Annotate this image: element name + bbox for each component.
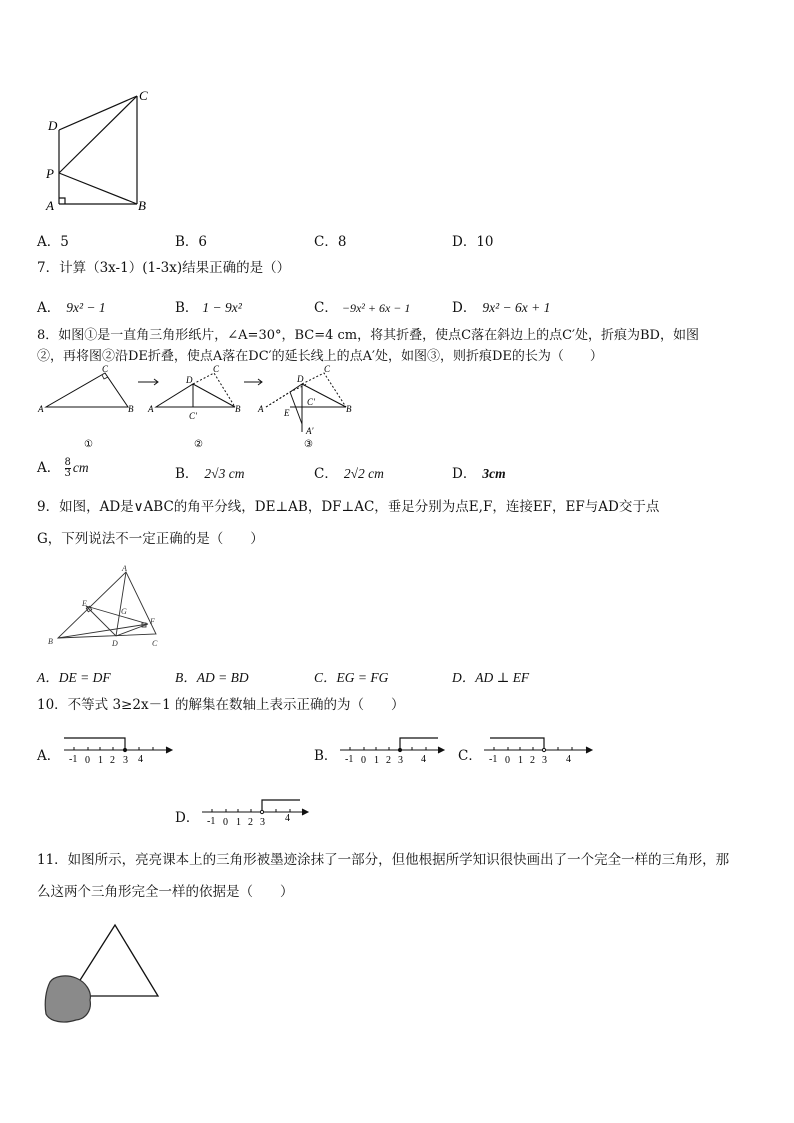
q8-c-expr: 2√2 cm bbox=[343, 466, 384, 481]
svg-text:4: 4 bbox=[566, 754, 571, 765]
q7-stem: 7．计算（3x-1）(1-3x)结果正确的是（） bbox=[37, 260, 291, 276]
q9-figure bbox=[44, 562, 170, 654]
q10-option-c-label[interactable]: C． bbox=[458, 748, 482, 764]
q7-b-expr: 1 − 9x² bbox=[202, 300, 242, 315]
svg-text:B: B bbox=[235, 404, 241, 414]
svg-text:-1: -1 bbox=[489, 754, 498, 765]
svg-text:B: B bbox=[346, 404, 352, 414]
q7-option-c[interactable]: C． −9x² + 6x − 1 bbox=[314, 300, 411, 316]
svg-text:2: 2 bbox=[530, 755, 535, 766]
label-P: P bbox=[46, 166, 54, 181]
q10-stem: 10．不等式 3≥2x－1 的解集在数轴上表示正确的为（ ） bbox=[37, 697, 405, 713]
q7-a-expr: 9x² − 1 bbox=[66, 300, 106, 315]
svg-text:C: C bbox=[152, 639, 158, 648]
q7-option-b[interactable]: B． 1 − 9x² bbox=[175, 300, 242, 316]
q8-fig-caption-1: ① bbox=[84, 439, 93, 450]
q10-option-d-label[interactable]: D． bbox=[175, 810, 200, 826]
q8-option-c[interactable]: C． 2√2 cm bbox=[314, 466, 384, 482]
q10-option-b-numberline[interactable] bbox=[336, 734, 456, 766]
q6-option-a[interactable]: A．5 bbox=[37, 234, 69, 250]
q6-option-b[interactable]: B．6 bbox=[175, 234, 208, 250]
q10-option-d-numberline[interactable] bbox=[198, 796, 318, 828]
svg-text:0: 0 bbox=[361, 755, 366, 766]
svg-text:C: C bbox=[213, 364, 220, 374]
label-A: A bbox=[46, 198, 54, 213]
svg-text:C′: C′ bbox=[307, 397, 315, 407]
svg-text:A′: A′ bbox=[306, 426, 314, 436]
svg-text:2: 2 bbox=[248, 817, 253, 828]
q9-line-2: G，下列说法不一定正确的是（ ） bbox=[37, 531, 264, 547]
svg-text:4: 4 bbox=[285, 813, 290, 824]
svg-text:3: 3 bbox=[260, 817, 265, 828]
svg-text:E: E bbox=[82, 599, 87, 608]
svg-text:1: 1 bbox=[98, 755, 103, 766]
svg-text:D: D bbox=[112, 639, 118, 648]
q8-b-expr: 2√3 cm bbox=[204, 466, 245, 481]
q7-d-expr: 9x² − 6x + 1 bbox=[482, 300, 551, 315]
svg-text:A: A bbox=[148, 404, 154, 414]
svg-text:3: 3 bbox=[542, 755, 547, 766]
q10-option-a-numberline[interactable] bbox=[60, 734, 180, 766]
label-D: D bbox=[48, 118, 58, 133]
q9-option-b[interactable]: B．AD = BD bbox=[175, 670, 249, 685]
label-B: B bbox=[138, 198, 146, 213]
q8-fig-caption-2: ② bbox=[194, 439, 203, 450]
svg-text:4: 4 bbox=[421, 754, 426, 765]
q8-line-1: 8．如图①是一直角三角形纸片，∠A=30°，BC=4 cm，将其折叠，使点C落在斜边上的点C′处，折痕为BD，如图 bbox=[37, 328, 699, 343]
svg-text:B: B bbox=[128, 404, 134, 414]
svg-text:0: 0 bbox=[223, 817, 228, 828]
svg-text:3: 3 bbox=[398, 755, 403, 766]
q10-option-a-label[interactable]: A． bbox=[37, 748, 61, 764]
svg-text:A: A bbox=[122, 564, 127, 573]
svg-text:2: 2 bbox=[386, 755, 391, 766]
svg-text:G: G bbox=[121, 607, 127, 616]
q11-line-2: 么这两个三角形完全一样的依据是（ ） bbox=[37, 884, 294, 900]
q7-option-a[interactable]: A． 9x² − 1 bbox=[37, 300, 106, 316]
q10-option-b-label[interactable]: B． bbox=[314, 748, 338, 764]
q8-a-fraction: $\frac{8}{3}$ bbox=[64, 457, 71, 479]
svg-text:0: 0 bbox=[505, 755, 510, 766]
q11-line-1: 11．如图所示，亮亮课本上的三角形被墨迹涂抹了一部分，但他根据所学知识很快画出了一个完全一样的三角形，那 bbox=[37, 852, 730, 868]
q6-option-d[interactable]: D．10 bbox=[452, 234, 494, 250]
q6-figure bbox=[40, 84, 160, 216]
svg-text:-1: -1 bbox=[69, 754, 78, 765]
svg-text:C: C bbox=[324, 364, 331, 374]
q9-option-a[interactable]: A．DE = DF bbox=[37, 670, 111, 685]
svg-text:0: 0 bbox=[85, 755, 90, 766]
q11-figure bbox=[40, 920, 164, 1028]
svg-text:F: F bbox=[150, 617, 155, 626]
svg-text:1: 1 bbox=[236, 817, 241, 828]
q8-d-expr: 3cm bbox=[482, 466, 506, 481]
svg-text:2: 2 bbox=[110, 755, 115, 766]
q7-c-expr: −9x² + 6x − 1 bbox=[341, 301, 411, 315]
q9-option-d[interactable]: D．AD ⊥ EF bbox=[452, 670, 530, 685]
q6-option-c[interactable]: C．8 bbox=[314, 234, 347, 250]
q8-option-a[interactable]: A． $\frac{8}{3}$ cm bbox=[37, 457, 89, 479]
svg-text:4: 4 bbox=[138, 754, 143, 765]
q8-option-b[interactable]: B． 2√3 cm bbox=[175, 466, 245, 482]
svg-text:D: D bbox=[297, 374, 304, 384]
svg-text:E: E bbox=[284, 408, 290, 418]
ink-blot bbox=[45, 976, 90, 1022]
svg-text:B: B bbox=[48, 637, 53, 646]
label-C: C bbox=[139, 88, 148, 103]
svg-text:A: A bbox=[38, 404, 44, 414]
svg-text:C: C bbox=[102, 364, 109, 374]
svg-text:C′: C′ bbox=[189, 411, 197, 421]
svg-text:-1: -1 bbox=[207, 816, 216, 827]
svg-text:D: D bbox=[186, 375, 193, 385]
q8-line-2: ②，再将图②沿DE折叠，使点A落在DC′的延长线上的点A′处，如图③，则折痕DE的长为（ ） bbox=[37, 349, 603, 364]
q8-option-d[interactable]: D． 3cm bbox=[452, 466, 506, 482]
svg-text:1: 1 bbox=[374, 755, 379, 766]
q9-line-1: 9．如图，AD是∨ABC的角平分线，DE⊥AB，DF⊥AC，垂足分别为点E,F，连接EF，EF与AD交于点 bbox=[37, 499, 660, 515]
svg-text:1: 1 bbox=[518, 755, 523, 766]
q10-option-c-numberline[interactable] bbox=[480, 734, 600, 766]
q9-option-c[interactable]: C．EG = FG bbox=[314, 670, 389, 685]
q8-figures bbox=[36, 362, 366, 454]
svg-text:A: A bbox=[258, 404, 264, 414]
svg-text:3: 3 bbox=[123, 755, 128, 766]
svg-text:-1: -1 bbox=[345, 754, 354, 765]
q7-option-d[interactable]: D． 9x² − 6x + 1 bbox=[452, 300, 551, 316]
q8-fig-caption-3: ③ bbox=[304, 439, 313, 450]
